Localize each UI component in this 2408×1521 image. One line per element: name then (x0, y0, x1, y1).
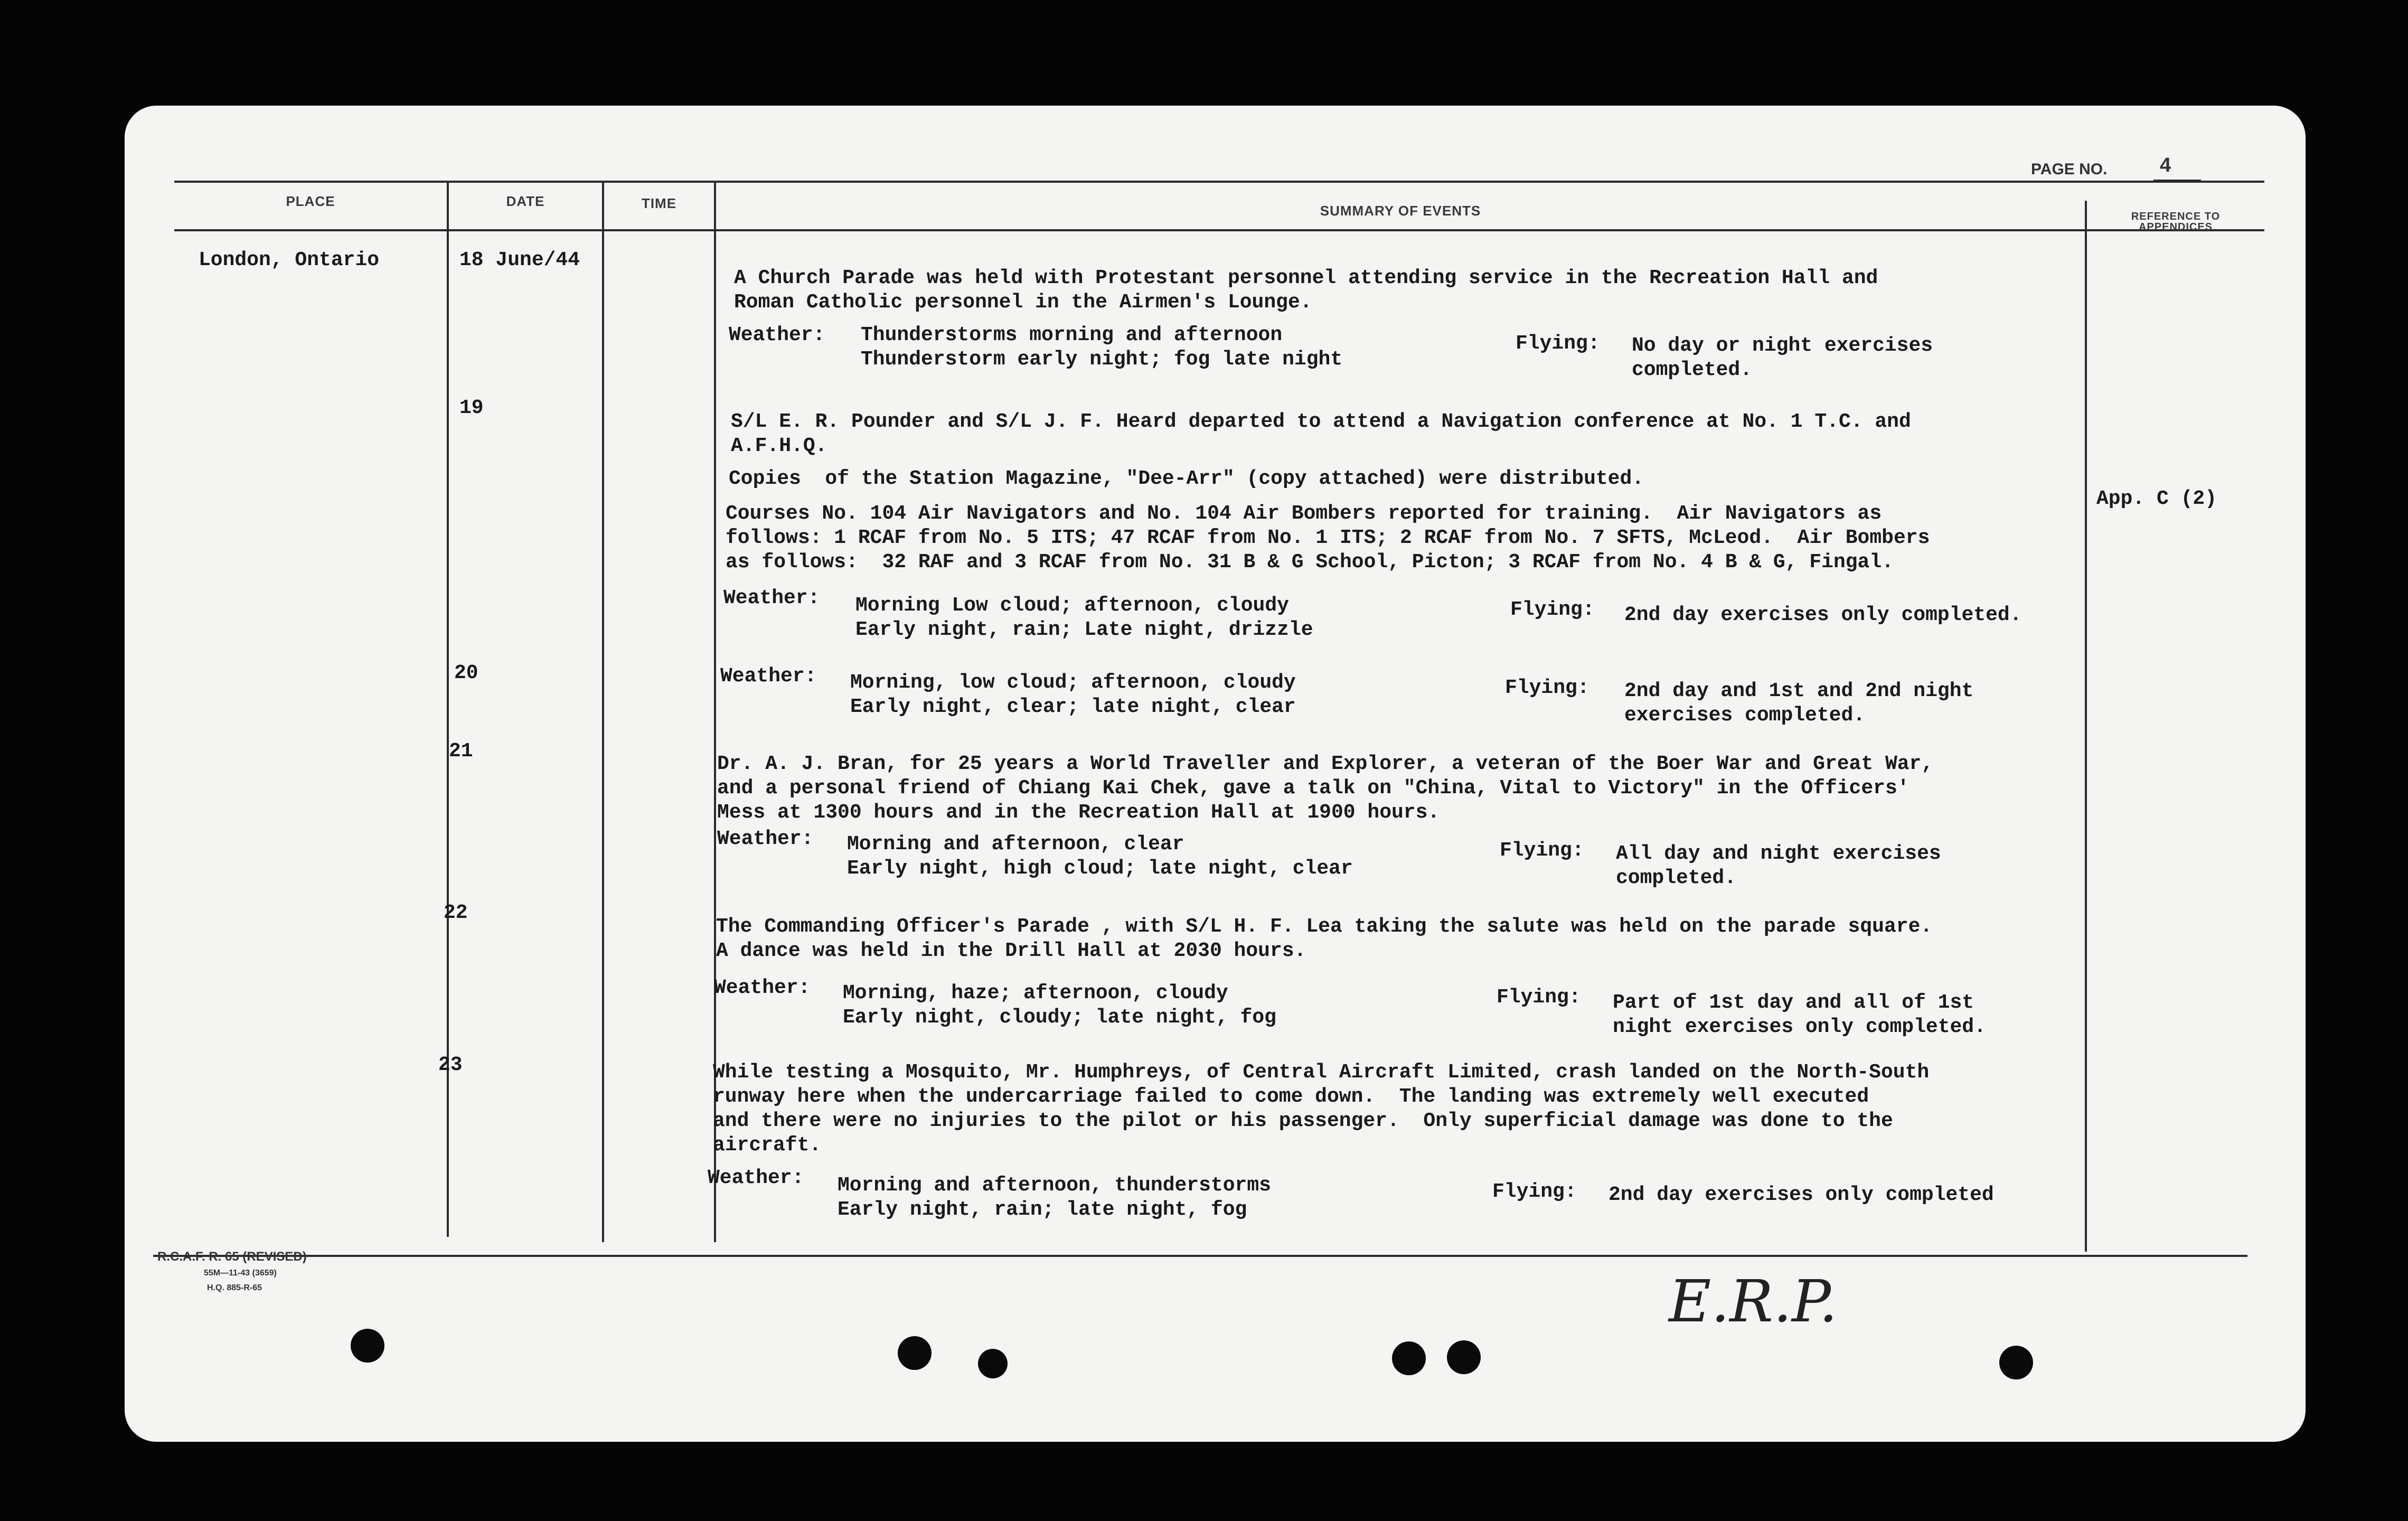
entry-22-flying-label: Flying: (1497, 986, 1581, 1009)
entry-18-weather: Thunderstorms morning and afternoon Thunderstorm early night; fog late night (861, 324, 1343, 371)
entry-18-text: A Church Parade was held with Protestant personnel attending service in the Recreation Hall and Roman Catholic personnel in the Airmen's Lounge. (734, 267, 1878, 314)
entry-19-text-3: Courses No. 104 Air Navigators and No. 104 Air Bombers reported for training. Air Navigators as follows: 1 RCAF from No. 5 ITS; 47 RCAF from No. 1 ITS; 2 RCAF from No. 7 SFTS, McLeod. Air Bombers as follows: 32 RAF and 3 RCAF from No. 31 B & G School, Picton; 3 RCAF from No. 4 B & G, Fingal. (726, 502, 1930, 574)
header-summary: SUMMARY OF EVENTS (1320, 203, 1481, 219)
header-bottom-rule (174, 229, 2264, 231)
entry-22-flying: Part of 1st day and all of 1st night exercises only completed. (1613, 991, 1986, 1038)
entry-18-flying-label: Flying: (1516, 332, 1600, 355)
punch-hole (898, 1336, 932, 1370)
entry-19-text-2: Copies of the Station Magazine, "Dee-Arr" (copy attached) were distributed. (729, 467, 1644, 490)
entry-23-flying-label: Flying: (1492, 1180, 1577, 1203)
entry-22-weather: Morning, haze; afternoon, cloudy Early night, cloudy; late night, fog (843, 982, 1276, 1029)
entry-20-weather-label: Weather: (720, 665, 817, 688)
entry-21-flying: All day and night exercises completed. (1616, 842, 1941, 889)
header-reference: REFERENCE TO APPENDICES (2131, 211, 2221, 233)
entry-19-flying-label: Flying: (1510, 598, 1595, 621)
column-divider-date (602, 181, 604, 1242)
date-21: 21 (449, 740, 473, 763)
column-divider-place (447, 181, 449, 1237)
form-hq-code: H.Q. 885-R-65 (207, 1283, 262, 1292)
date-23: 23 (438, 1054, 463, 1076)
entry-20-weather: Morning, low cloud; afternoon, cloudy Early night, clear; late night, clear (850, 671, 1296, 718)
entry-20-flying: 2nd day and 1st and 2nd night exercises completed. (1624, 680, 1974, 727)
entry-23-weather-label: Weather: (708, 1167, 804, 1189)
entry-18-weather-label: Weather: (729, 324, 825, 346)
entry-20-flying-label: Flying: (1505, 677, 1589, 699)
handwritten-initials: E.R.P. (1669, 1268, 1838, 1335)
punch-hole (1392, 1341, 1426, 1375)
entry-22-text: The Commanding Officer's Parade , with S/L H. F. Lea taking the salute was held on the parade square. A dance was held in the Drill Hall at 2030 hours. (716, 915, 1933, 962)
entry-21-flying-label: Flying: (1500, 839, 1584, 862)
place-cell: London, Ontario (199, 249, 380, 271)
header-place: PLACE (286, 193, 335, 209)
header-time: TIME (641, 195, 677, 211)
date-22: 22 (444, 902, 468, 924)
page-label: PAGE NO. (2031, 161, 2108, 178)
header-date: DATE (506, 193, 545, 209)
punch-hole (351, 1329, 384, 1363)
date-20: 20 (454, 662, 478, 684)
page-number: 4 (2160, 154, 2171, 176)
date-18: 18 June/44 (459, 249, 580, 271)
punch-hole (978, 1349, 1008, 1378)
form-number: R.C.A.F. R. 65 (REVISED) (157, 1250, 307, 1264)
entry-19-text-1: S/L E. R. Pounder and S/L J. F. Heard departed to attend a Navigation conference at No. 1 T.C. and A.F.H.Q. (731, 410, 1911, 457)
entry-21-weather-label: Weather: (717, 828, 814, 850)
appendix-reference: App. C (2) (2096, 487, 2217, 510)
header-top-rule (174, 181, 2264, 183)
entry-23-weather: Morning and afternoon, thunderstorms Early night, rain; late night, fog (838, 1174, 1271, 1221)
table-bottom-rule (153, 1255, 2247, 1257)
entry-21-weather: Morning and afternoon, clear Early night, high cloud; late night, clear (847, 833, 1353, 880)
entry-19-weather-label: Weather: (723, 587, 820, 609)
entry-21-text: Dr. A. J. Bran, for 25 years a World Traveller and Explorer, a veteran of the Boer War and Great War, and a personal friend of Chiang Kai Chek, gave a talk on "China, Vital to Victory" in the Officers' Mess at 1300 hours and in the Recreation Hall at 1900 hours. (717, 753, 1934, 824)
entry-18-flying: No day or night exercises completed. (1632, 334, 1933, 381)
entry-19-flying: 2nd day exercises only completed. (1624, 604, 2022, 626)
date-19: 19 (459, 397, 484, 419)
punch-hole (1447, 1340, 1481, 1374)
entry-23-text: While testing a Mosquito, Mr. Humphreys, of Central Aircraft Limited, crash landed on the North-South runway here when the undercarriage failed to come down. The landing was extremely well executed and there were no injuries to the pilot or his passenger. Only superficial damage was done to the aircraft. (713, 1061, 1930, 1157)
entry-22-weather-label: Weather: (714, 977, 811, 999)
entry-19-weather: Morning Low cloud; afternoon, cloudy Early night, rain; Late night, drizzle (855, 594, 1313, 641)
form-print-code: 55M—11-43 (3659) (204, 1269, 277, 1278)
column-divider-summary (2085, 201, 2087, 1252)
entry-23-flying: 2nd day exercises only completed (1609, 1184, 1994, 1206)
punch-hole (1999, 1346, 2033, 1379)
